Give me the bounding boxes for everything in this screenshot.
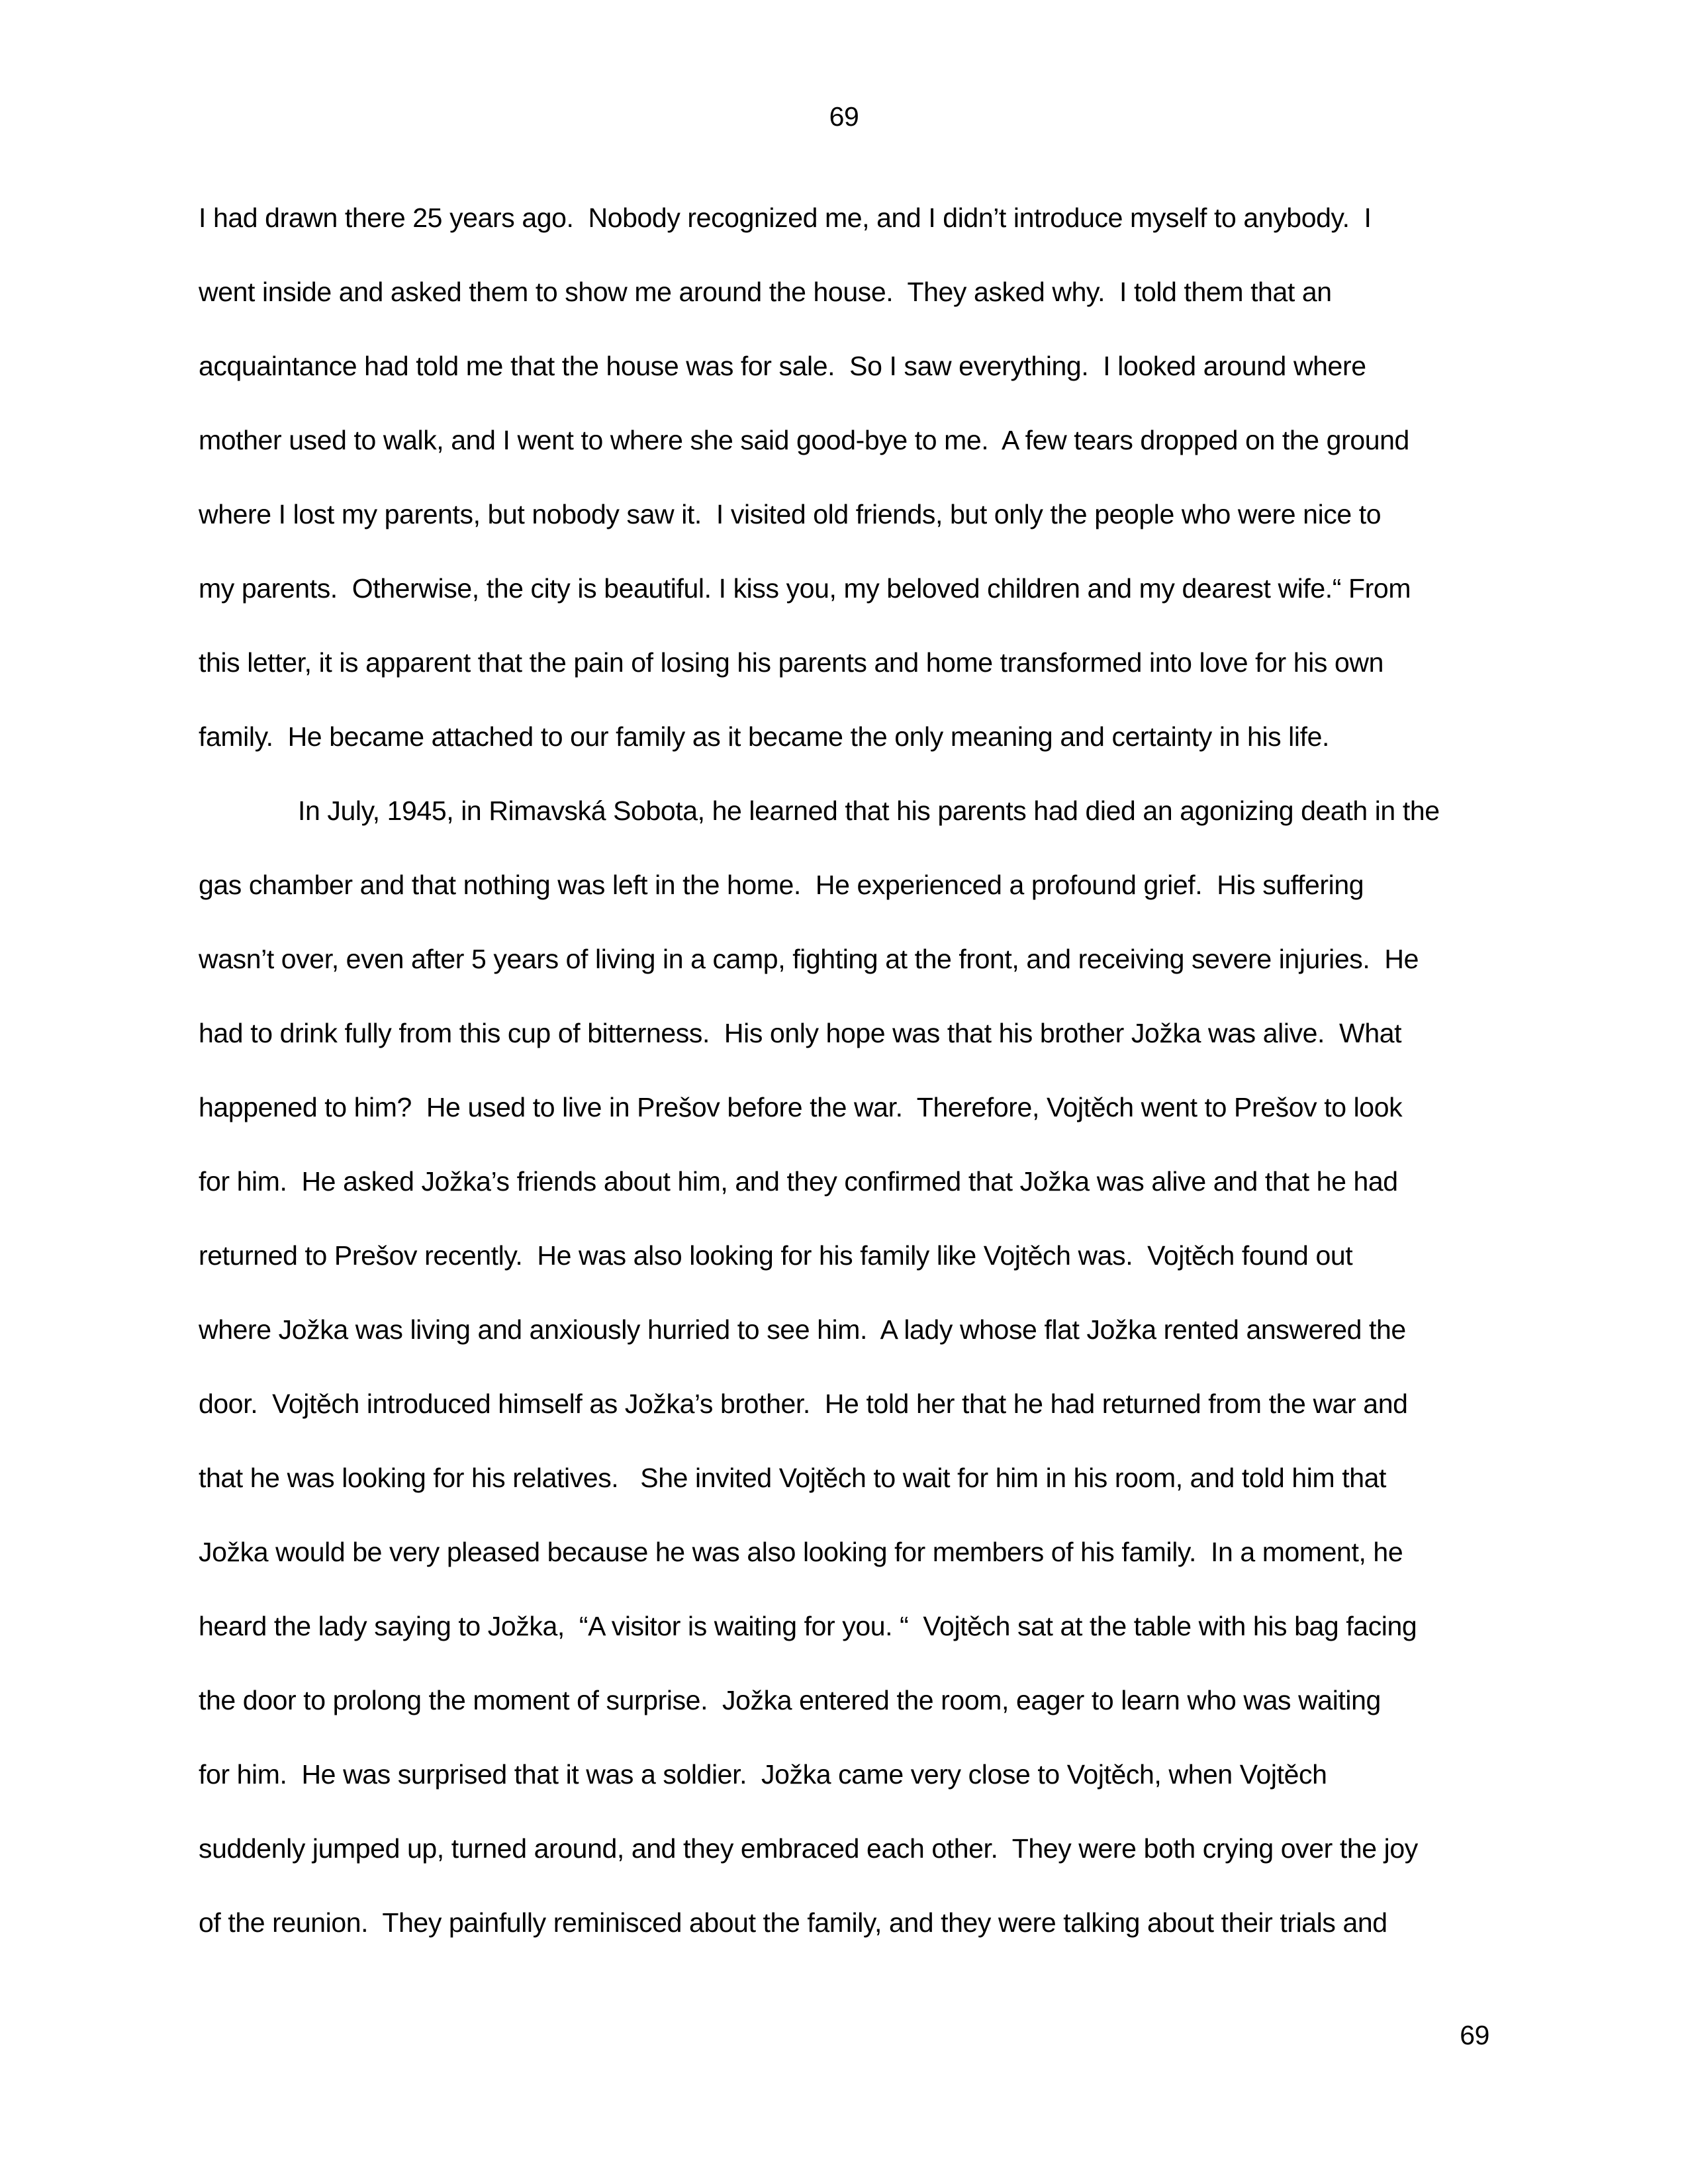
- text-line: the door to prolong the moment of surprise. Jožka entered the room, eager to learn who was waiting: [199, 1685, 1381, 1715]
- text-line: In July, 1945, in Rimavská Sobota, he learned that his parents had died an agonizing death in the: [298, 796, 1440, 826]
- text-line: wasn’t over, even after 5 years of living in a camp, fighting at the front, and receiving severe injuries. He: [199, 944, 1419, 974]
- text-line: door. Vojtěch introduced himself as Jožka’s brother. He told her that he had returned from the war and: [199, 1388, 1408, 1419]
- page-number-top: 69: [829, 101, 859, 132]
- text-line: went inside and asked them to show me around the house. They asked why. I told them that an: [199, 277, 1332, 307]
- text-line: returned to Prešov recently. He was also looking for his family like Vojtěch was. Vojtěch found out: [199, 1240, 1353, 1271]
- text-line: for him. He asked Jožka’s friends about him, and they confirmed that Jožka was alive and that he had: [199, 1166, 1398, 1197]
- text-line: my parents. Otherwise, the city is beautiful. I kiss you, my beloved children and my dearest wife.“ From: [199, 573, 1411, 604]
- text-line: mother used to walk, and I went to where she said good-bye to me. A few tears dropped on the ground: [199, 425, 1409, 455]
- text-line: for him. He was surprised that it was a soldier. Jožka came very close to Vojtěch, when Vojtěch: [199, 1759, 1327, 1790]
- page-number-bottom: 69: [1460, 2020, 1489, 2050]
- text-line: heard the lady saying to Jožka, “A visitor is waiting for you. “ Vojtěch sat at the table with his bag facing: [199, 1611, 1417, 1641]
- text-line: of the reunion. They painfully reminisced about the family, and they were talking about their trials and: [199, 1907, 1387, 1938]
- text-line: this letter, it is apparent that the pain of losing his parents and home transformed into love for his own: [199, 647, 1383, 678]
- body-text: [199, 181, 1516, 1960]
- text-line: suddenly jumped up, turned around, and they embraced each other. They were both crying over the joy: [199, 1833, 1418, 1864]
- text-line: had to drink fully from this cup of bitterness. His only hope was that his brother Jožka was alive. What: [199, 1018, 1402, 1048]
- text-line: happened to him? He used to live in Prešov before the war. Therefore, Vojtěch went to Prešov to look: [199, 1092, 1403, 1122]
- text-line: acquaintance had told me that the house was for sale. So I saw everything. I looked around where: [199, 351, 1366, 381]
- text-line: where Jožka was living and anxiously hurried to see him. A lady whose flat Jožka rented answered the: [199, 1314, 1406, 1345]
- text-line: Jožka would be very pleased because he was also looking for members of his family. In a moment, he: [199, 1537, 1403, 1567]
- text-line: I had drawn there 25 years ago. Nobody recognized me, and I didn’t introduce myself to anybody. I: [199, 203, 1372, 233]
- text-line: gas chamber and that nothing was left in the home. He experienced a profound grief. His suffering: [199, 870, 1364, 900]
- text-line: that he was looking for his relatives. She invited Vojtěch to wait for him in his room, and told him that: [199, 1463, 1387, 1493]
- text-line: family. He became attached to our family as it became the only meaning and certainty in his life.: [199, 721, 1329, 752]
- text-line: where I lost my parents, but nobody saw it. I visited old friends, but only the people who were nice to: [199, 499, 1382, 529]
